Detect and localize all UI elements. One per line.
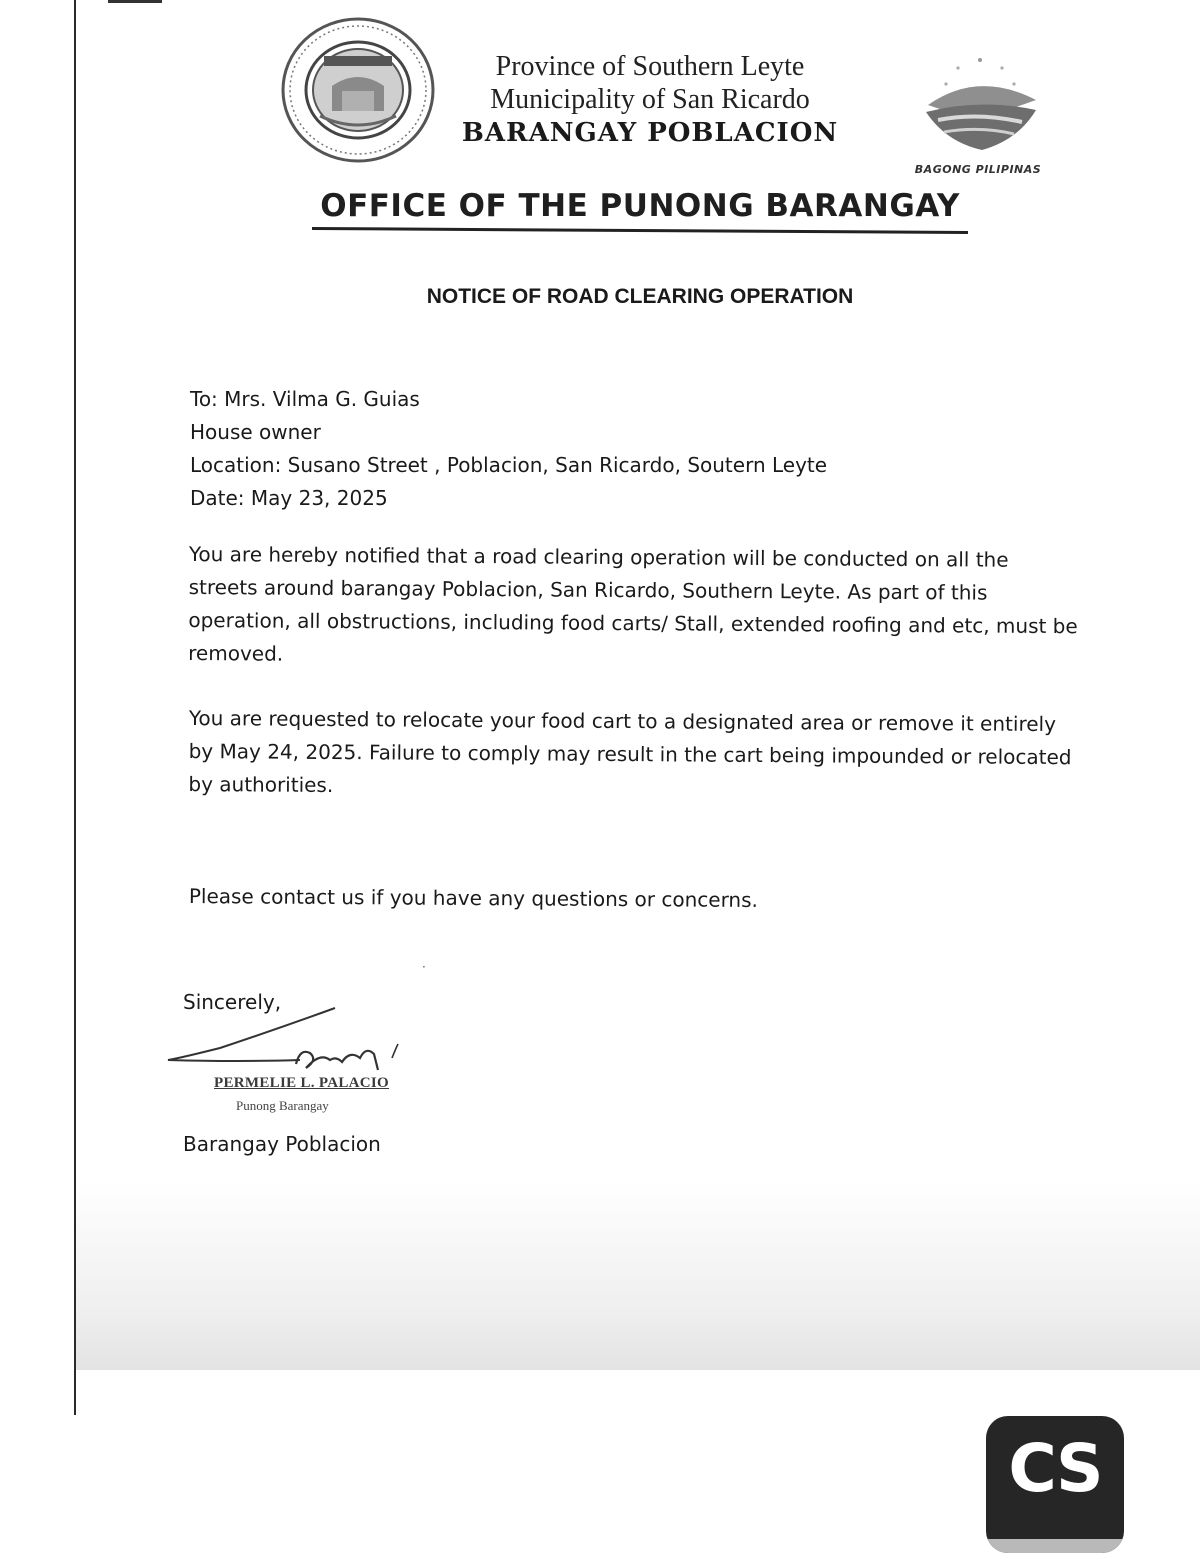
scan-shadow xyxy=(76,1180,1200,1370)
watermark-strip xyxy=(986,1539,1124,1553)
notice-title: NOTICE OF ROAD CLEARING OPERATION xyxy=(426,285,854,308)
province-line: Province of Southern Leyte xyxy=(495,51,805,82)
camscanner-watermark xyxy=(986,1416,1124,1553)
recipient-to: To: Mrs. Vilma G. Guias xyxy=(190,387,420,411)
closing: Sincerely, xyxy=(183,990,282,1014)
recipient-location: Location: Susano Street , Poblacion, San Ricardo, Soutern Leyte xyxy=(190,453,828,477)
barangay-line: BARANGAY POBLACION xyxy=(461,118,839,148)
municipality-line: Municipality of San Ricardo xyxy=(490,84,810,115)
scan-speck: · xyxy=(422,960,426,974)
office-title-underline xyxy=(312,227,968,234)
scan-top-mark xyxy=(108,0,162,3)
barangay-seal-icon xyxy=(280,16,436,164)
recipient-date: Date: May 23, 2025 xyxy=(190,486,388,510)
signatory-organization: Barangay Poblacion xyxy=(183,1132,381,1156)
body-paragraph: You are hereby notified that a road clearing operation will be conducted on all the streets around barangay Poblacion, San Ricardo, Southern Leyte. As part of this operation, all obstructions, including food carts/ Stall, extended roofing and etc, must be removed. xyxy=(188,541,1078,666)
signatory-name: PERMELIE L. PALACIO xyxy=(214,1075,390,1091)
letterhead xyxy=(430,50,870,150)
office-title: OFFICE OF THE PUNONG BARANGAY xyxy=(320,188,960,224)
watermark-label: CS xyxy=(1008,1430,1102,1507)
bagong-pilipinas-caption: BAGONG PILIPINAS xyxy=(914,163,1042,176)
recipient-role: House owner xyxy=(190,420,321,444)
body-paragraph: Please contact us if you have any questions or concerns. xyxy=(188,883,759,912)
signatory-title: Punong Barangay xyxy=(236,1098,329,1113)
body-paragraph: You are requested to relocate your food cart to a designated area or remove it entirely by May 24, 2025. Failure to comply may result in the cart being impounded or relocated by authorities. xyxy=(188,705,1072,798)
bagong-pilipinas-logo-icon xyxy=(918,50,1048,160)
recipient-block xyxy=(190,383,827,515)
